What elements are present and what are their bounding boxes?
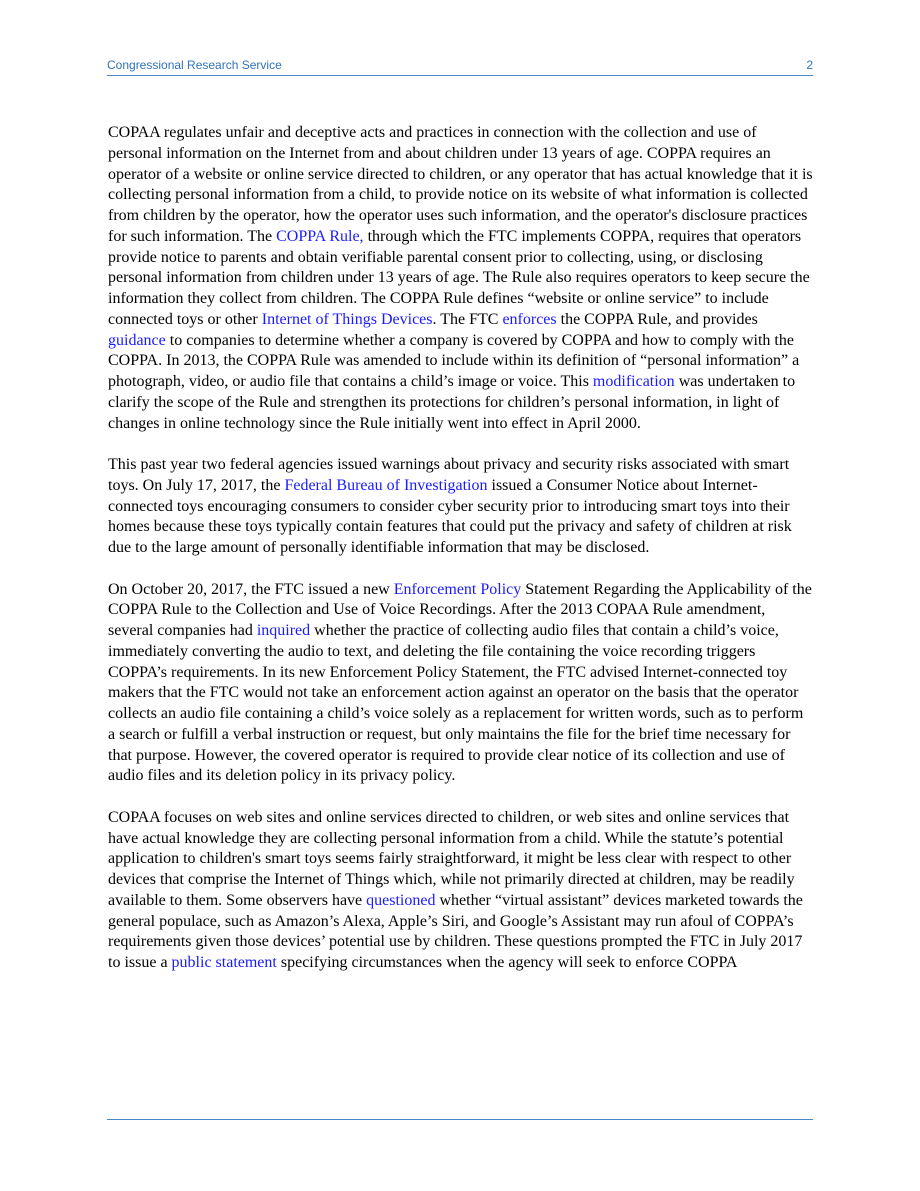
header-org-name: Congressional Research Service [107, 58, 282, 72]
page-header [107, 55, 813, 76]
paragraph-text: whether the practice of collecting audio files that contain a child’s voice, immediately converting the audio to text, and deleting the file containing the voice recording triggers COPPA’s requirements. In its new Enforcement Policy Statement, the FTC advised Internet-connected toy makers that the FTC would not take an enforcement action against an operator on the basis that the operator collects an audio file containing a child’s voice solely as a replacement for written words, such as to perform a search or fulfill a verbal instruction or request, but only maintains the file for the brief time necessary for that purpose. However, the covered operator is required to provide clear notice of its collection and use of audio files and its deletion policy in its privacy policy. [108, 622, 804, 785]
paragraph-text: the COPPA Rule, and provides [556, 310, 758, 328]
paragraph-text: through which the FTC implements COPPA, requires that operators provide notice to parents and obtain verifiable parental consent prior to collecting, using, or disclosing personal information from children under 13 years of age. The Rule also requires operators to keep secure the information they collect from children. The COPPA Rule defines “website or online service” to include connected toys or other [108, 227, 810, 328]
body-paragraph [108, 808, 814, 974]
hyperlink[interactable]: Enforcement Policy [393, 580, 522, 598]
paragraph-text: Statement Regarding the Applicability of the COPPA Rule to the Collection and Use of Voice Recordings. After the 2013 COPAA Rule amendment, several companies had [108, 580, 812, 639]
paragraph-text: This past year two federal agencies issued warnings about privacy and security risks associated with smart toys. On July 17, 2017, the [108, 456, 790, 494]
paragraph-text: COPAA focuses on web sites and online services directed to children, or web sites and online services that have actual knowledge they are collecting personal information from a child. While the statute’s potential application to children's smart toys seems fairly straightforward, it might be less clear with respect to other devices that comprise the Internet of Things which, while not primarily directed at children, may be readily available to them. Some observers have [108, 808, 795, 909]
hyperlink[interactable]: Internet of Things Devices [261, 310, 433, 328]
hyperlink[interactable]: modification [592, 373, 675, 390]
hyperlink[interactable]: enforces [502, 310, 557, 328]
hyperlink[interactable]: public statement [171, 954, 277, 971]
paragraph-text: COPAA regulates unfair and deceptive acts and practices in connection with the collection and use of personal information on the Internet from and about children under 13 years of age. COPPA requires an operator of a website or online service directed to children, or any operator that has actual knowledge that it is collecting personal information from a child, to provide notice on its website of what information is collected from children by the operator, how the operator uses such information, and the operator's disclosure practices for such information. The [108, 124, 813, 245]
paragraph-text: to companies to determine whether a company is covered by COPPA and how to comply with the COPPA. In 2013, the COPPA Rule was amended to include within its definition of “personal information” a photograph, video, or audio file that contains a child’s image or voice. This [108, 331, 800, 390]
paragraph-text: was undertaken to clarify the scope of the Rule and strengthen its protections for children’s personal information, in light of changes in online technology since the Rule initially went into effect in April 2000. [108, 373, 796, 432]
paragraph-text: . The FTC [432, 310, 503, 328]
paragraph-text: issued a Consumer Notice about Internet-connected toys encouraging consumers to consider cyber security prior to introducing smart toys into their homes because these toys typically contain features that could put the privacy and safety of children at risk due to the large amount of personally identifiable information that may be disclosed. [108, 476, 792, 556]
page-number: 2 [806, 58, 813, 72]
hyperlink[interactable]: Federal Bureau of Investigation [284, 476, 488, 494]
hyperlink[interactable]: inquired [256, 622, 311, 639]
hyperlink[interactable]: guidance [108, 331, 166, 349]
paragraph-text: specifying circumstances when the agency will seek to enforce COPPA [276, 954, 738, 971]
hyperlink[interactable]: COPPA Rule, [276, 227, 364, 245]
body-paragraph [108, 580, 814, 788]
footer-divider [107, 1119, 813, 1120]
document-body [108, 123, 814, 995]
paragraph-text: On October 20, 2017, the FTC issued a new [108, 580, 394, 598]
paragraph-text: whether “virtual assistant” devices marketed towards the general populace, such as Amazon’s Alexa, Apple’s Siri, and Google’s Assistant may run afoul of COPPA’s requirements given those devices’ potential use by children. These questions prompted the FTC in July 2017 to issue a [108, 891, 803, 971]
body-paragraph [108, 455, 814, 559]
hyperlink[interactable]: questioned [366, 891, 436, 909]
body-paragraph [108, 123, 814, 434]
